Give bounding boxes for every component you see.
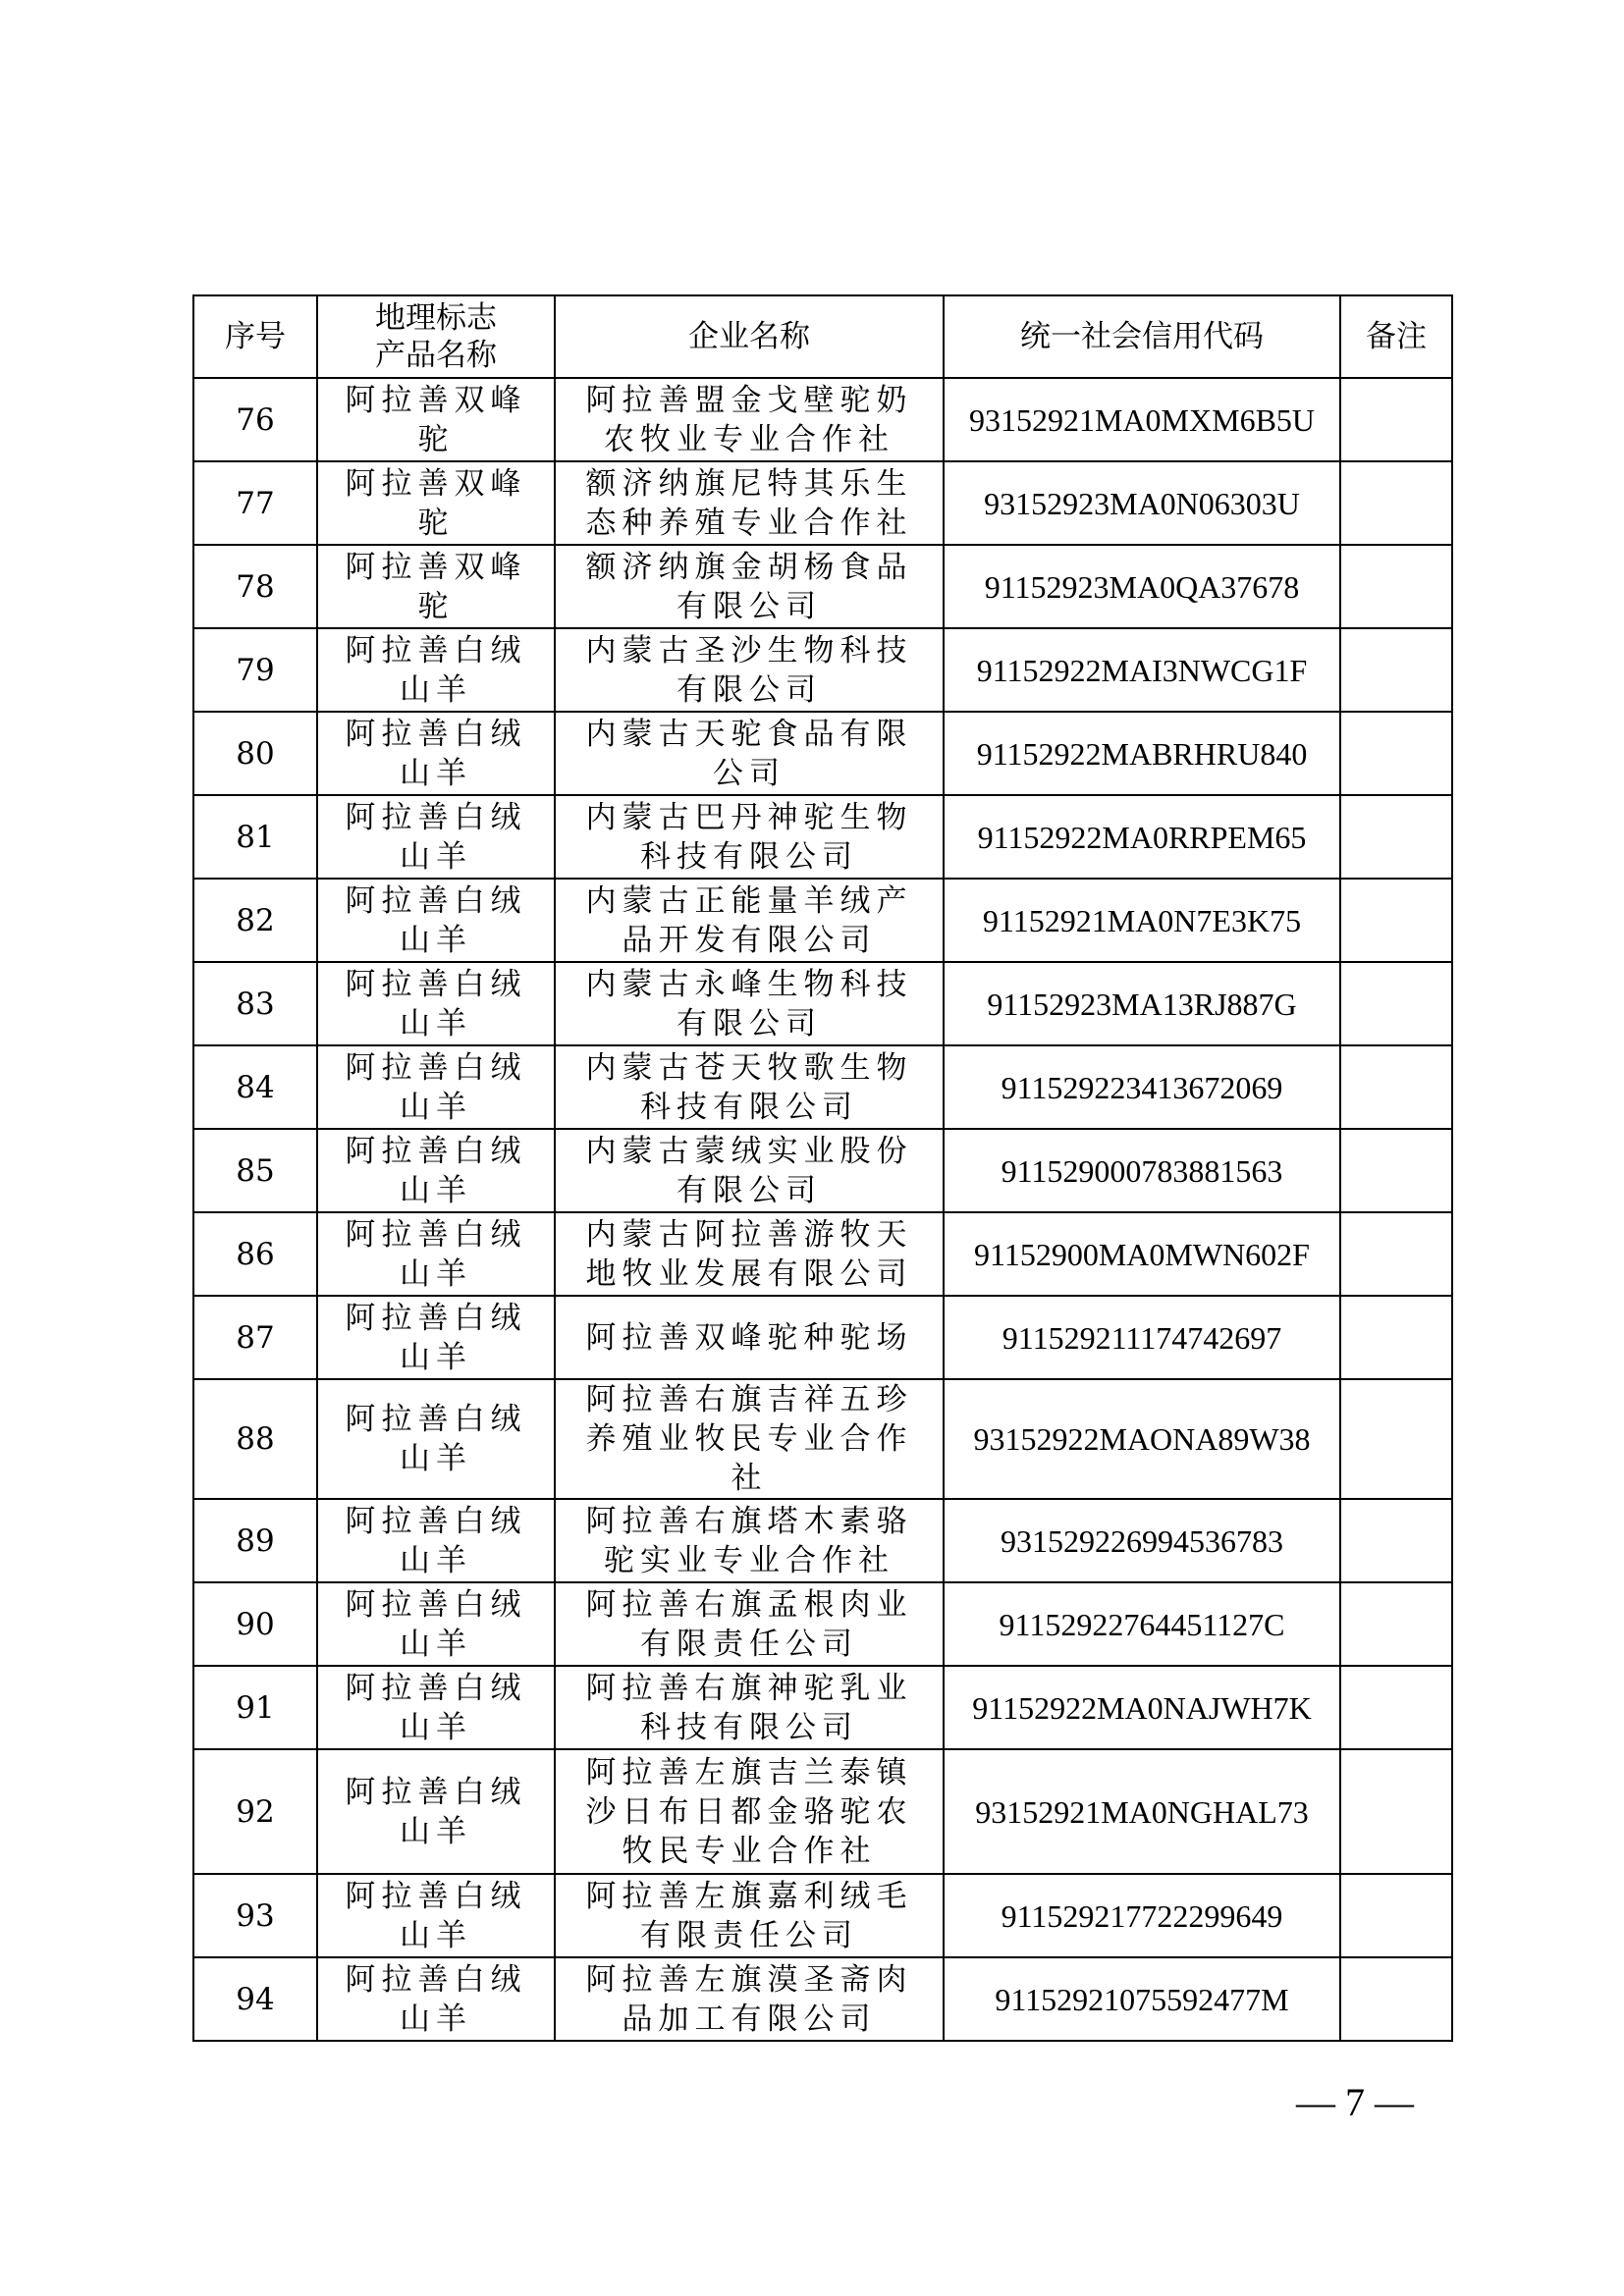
enterprise-table [192, 294, 1453, 2042]
cell-note [1340, 1045, 1452, 1129]
cell-credit-code: 91152922MA0RRPEM65 [944, 795, 1340, 879]
cell-credit-code: 93152922MAONA89W38 [944, 1379, 1340, 1499]
table-row [193, 1499, 1452, 1582]
cell-seq: 85 [193, 1129, 317, 1212]
cell-credit-code: 91152922MAI3NWCG1F [944, 628, 1340, 712]
cell-seq: 82 [193, 879, 317, 962]
header-seq: 序号 [193, 295, 317, 378]
cell-seq: 78 [193, 545, 317, 628]
table-body [193, 378, 1452, 2041]
cell-note [1340, 378, 1452, 461]
cell-company-name: 内蒙古圣沙生物科技有限公司 [555, 628, 944, 712]
table-row [193, 1749, 1452, 1874]
cell-product-name: 阿拉善白绒山羊 [317, 1749, 555, 1874]
cell-credit-code: 91152922MABRHRU840 [944, 712, 1340, 795]
cell-company-name: 额济纳旗金胡杨食品有限公司 [555, 545, 944, 628]
page-number: — 7 — [1296, 2080, 1414, 2124]
table-header [193, 295, 1452, 378]
cell-credit-code: 91152923MA0QA37678 [944, 545, 1340, 628]
cell-note [1340, 795, 1452, 879]
table-row [193, 795, 1452, 879]
cell-company-name: 内蒙古巴丹神驼生物科技有限公司 [555, 795, 944, 879]
header-credit-code: 统一社会信用代码 [944, 295, 1340, 378]
table-row [193, 1045, 1452, 1129]
table-row [193, 962, 1452, 1045]
cell-product-name: 阿拉善白绒山羊 [317, 1379, 555, 1499]
cell-company-name: 阿拉善右旗神驼乳业科技有限公司 [555, 1666, 944, 1749]
cell-note [1340, 1499, 1452, 1582]
cell-note [1340, 1582, 1452, 1666]
cell-seq: 79 [193, 628, 317, 712]
cell-note [1340, 1379, 1452, 1499]
cell-company-name: 阿拉善左旗漠圣斋肉品加工有限公司 [555, 1957, 944, 2041]
cell-credit-code: 911529217722299649 [944, 1874, 1340, 1957]
cell-company-name: 阿拉善盟金戈壁驼奶农牧业专业合作社 [555, 378, 944, 461]
cell-company-name: 阿拉善双峰驼种驼场 [555, 1296, 944, 1379]
cell-company-name: 额济纳旗尼特其乐生态种养殖专业合作社 [555, 461, 944, 545]
cell-seq: 94 [193, 1957, 317, 2041]
cell-note [1340, 1296, 1452, 1379]
cell-company-name: 阿拉善左旗嘉利绒毛有限责任公司 [555, 1874, 944, 1957]
table-row [193, 1296, 1452, 1379]
cell-product-name: 阿拉善双峰驼 [317, 378, 555, 461]
cell-company-name: 内蒙古蒙绒实业股份有限公司 [555, 1129, 944, 1212]
cell-seq: 93 [193, 1874, 317, 1957]
table-row [193, 1129, 1452, 1212]
table-row [193, 628, 1452, 712]
cell-seq: 89 [193, 1499, 317, 1582]
header-note: 备注 [1340, 295, 1452, 378]
cell-product-name: 阿拉善白绒山羊 [317, 628, 555, 712]
cell-seq: 90 [193, 1582, 317, 1666]
cell-credit-code: 91152921MA0N7E3K75 [944, 879, 1340, 962]
cell-note [1340, 545, 1452, 628]
cell-credit-code: 93152921MA0NGHAL73 [944, 1749, 1340, 1874]
table-row [193, 461, 1452, 545]
cell-credit-code: 93152923MA0N06303U [944, 461, 1340, 545]
cell-credit-code: 91152921075592477M [944, 1957, 1340, 2041]
cell-company-name: 内蒙古苍天牧歌生物科技有限公司 [555, 1045, 944, 1129]
cell-product-name: 阿拉善白绒山羊 [317, 795, 555, 879]
cell-product-name: 阿拉善白绒山羊 [317, 1296, 555, 1379]
cell-note [1340, 1129, 1452, 1212]
table-row [193, 378, 1452, 461]
cell-note [1340, 879, 1452, 962]
cell-credit-code: 91152923MA13RJ887G [944, 962, 1340, 1045]
header-product-name [317, 295, 555, 378]
table-row [193, 1666, 1452, 1749]
cell-credit-code: 93152921MA0MXM6B5U [944, 378, 1340, 461]
cell-seq: 87 [193, 1296, 317, 1379]
cell-product-name: 阿拉善白绒山羊 [317, 1212, 555, 1296]
cell-credit-code: 911529211174742697 [944, 1296, 1340, 1379]
cell-company-name: 阿拉善左旗吉兰泰镇沙日布日都金骆驼农牧民专业合作社 [555, 1749, 944, 1874]
table-row [193, 1379, 1452, 1499]
header-row [193, 295, 1452, 378]
cell-seq: 83 [193, 962, 317, 1045]
cell-company-name: 内蒙古阿拉善游牧天地牧业发展有限公司 [555, 1212, 944, 1296]
cell-note [1340, 1749, 1452, 1874]
cell-company-name: 阿拉善右旗塔木素骆驼实业专业合作社 [555, 1499, 944, 1582]
table-row [193, 1874, 1452, 1957]
cell-product-name: 阿拉善白绒山羊 [317, 712, 555, 795]
header-company-name: 企业名称 [555, 295, 944, 378]
cell-note [1340, 1957, 1452, 2041]
cell-company-name: 内蒙古永峰生物科技有限公司 [555, 962, 944, 1045]
cell-note [1340, 1666, 1452, 1749]
cell-note [1340, 628, 1452, 712]
cell-product-name: 阿拉善白绒山羊 [317, 1045, 555, 1129]
cell-seq: 86 [193, 1212, 317, 1296]
cell-note [1340, 1212, 1452, 1296]
table-row [193, 879, 1452, 962]
cell-product-name: 阿拉善双峰驼 [317, 461, 555, 545]
cell-note [1340, 1874, 1452, 1957]
cell-company-name: 内蒙古天驼食品有限公司 [555, 712, 944, 795]
cell-credit-code: 911529000783881563 [944, 1129, 1340, 1212]
cell-note [1340, 962, 1452, 1045]
cell-product-name: 阿拉善双峰驼 [317, 545, 555, 628]
cell-seq: 81 [193, 795, 317, 879]
header-product-name-text: 地理标志 产品名称 [375, 300, 497, 373]
cell-product-name: 阿拉善白绒山羊 [317, 1666, 555, 1749]
cell-credit-code: 91152922MA0NAJWH7K [944, 1666, 1340, 1749]
cell-seq: 92 [193, 1749, 317, 1874]
cell-seq: 88 [193, 1379, 317, 1499]
table-row [193, 712, 1452, 795]
table-row [193, 1212, 1452, 1296]
cell-product-name: 阿拉善白绒山羊 [317, 1499, 555, 1582]
table-row [193, 545, 1452, 628]
cell-seq: 80 [193, 712, 317, 795]
table-row [193, 1582, 1452, 1666]
cell-product-name: 阿拉善白绒山羊 [317, 1957, 555, 2041]
cell-seq: 77 [193, 461, 317, 545]
cell-company-name: 阿拉善右旗吉祥五珍养殖业牧民专业合作社 [555, 1379, 944, 1499]
cell-seq: 91 [193, 1666, 317, 1749]
table-row [193, 1957, 1452, 2041]
cell-product-name: 阿拉善白绒山羊 [317, 879, 555, 962]
cell-product-name: 阿拉善白绒山羊 [317, 1582, 555, 1666]
cell-product-name: 阿拉善白绒山羊 [317, 962, 555, 1045]
cell-note [1340, 712, 1452, 795]
cell-company-name: 阿拉善右旗孟根肉业有限责任公司 [555, 1582, 944, 1666]
cell-seq: 76 [193, 378, 317, 461]
cell-credit-code: 911529223413672069 [944, 1045, 1340, 1129]
cell-credit-code: 931529226994536783 [944, 1499, 1340, 1582]
cell-credit-code: 91152900MA0MWN602F [944, 1212, 1340, 1296]
cell-seq: 84 [193, 1045, 317, 1129]
cell-company-name: 内蒙古正能量羊绒产品开发有限公司 [555, 879, 944, 962]
cell-note [1340, 461, 1452, 545]
cell-product-name: 阿拉善白绒山羊 [317, 1874, 555, 1957]
cell-credit-code: 91152922764451127C [944, 1582, 1340, 1666]
cell-product-name: 阿拉善白绒山羊 [317, 1129, 555, 1212]
